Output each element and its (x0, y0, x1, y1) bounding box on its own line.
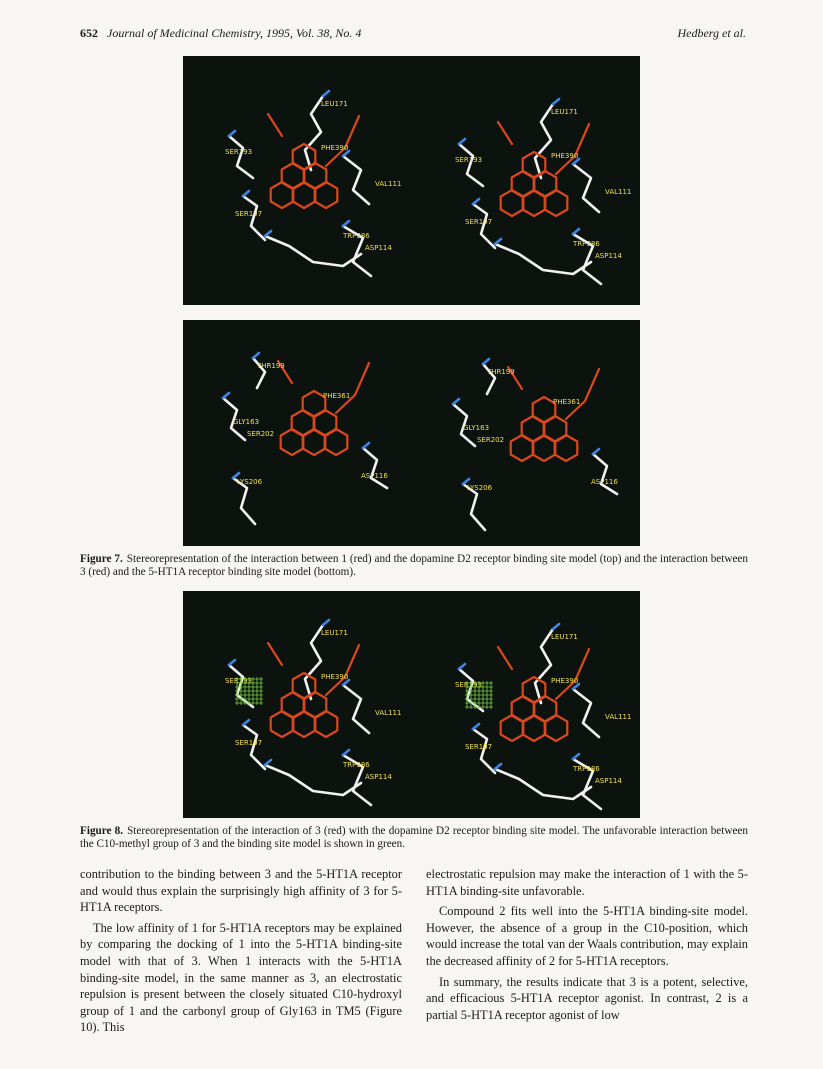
figure8-caption-text: Stereorepresentation of the interaction of 3 (red) with the dopamine D2 receptor binding site model. The unfavorable interaction between the C10-methyl group of 3 and the binding site model is shown in green. (80, 825, 748, 851)
ligand-ring (292, 410, 315, 436)
residue-label: GLY163 (463, 424, 490, 432)
residue-label: LEU171 (321, 100, 348, 108)
ligand-bond (566, 369, 599, 419)
nitrogen-bond (459, 664, 465, 669)
page-number: 652 (80, 26, 98, 40)
ligand-bond (498, 647, 512, 669)
residue-label: VAL111 (375, 180, 402, 188)
residue-label: PHE390 (551, 152, 579, 160)
nitrogen-bond (483, 359, 489, 364)
ligand-ring (293, 144, 316, 170)
residue-bond (573, 164, 599, 212)
residue-label: PHE361 (323, 392, 351, 400)
residue-label: ASP114 (595, 252, 622, 260)
residue-bond (473, 204, 495, 248)
nitrogen-bond (473, 724, 479, 729)
residue-bond (343, 156, 369, 204)
ligand-ring (544, 416, 567, 442)
residue-label: TRP386 (573, 240, 600, 248)
ligand-ring (293, 711, 316, 737)
residue-bond (265, 236, 361, 266)
ligand-ring (282, 163, 305, 189)
residue-label: ASP116 (361, 472, 388, 480)
nitrogen-bond (495, 239, 501, 244)
ligand-ring (282, 692, 305, 718)
ligand-ring (533, 397, 556, 423)
figure7-label: Figure 7. (80, 553, 123, 565)
residue-bond (243, 725, 265, 769)
residue-bond (495, 244, 591, 274)
ligand-bond (336, 363, 369, 413)
ligand-ring (304, 692, 327, 718)
nitrogen-bond (459, 139, 465, 144)
residue-label: ASP114 (365, 773, 392, 781)
nitrogen-bond (323, 91, 329, 96)
nitrogen-bond (363, 443, 369, 448)
nitrogen-bond (453, 399, 459, 404)
nitrogen-bond (265, 231, 271, 236)
residue-bond (363, 448, 387, 488)
left-column (80, 866, 402, 1040)
nitrogen-bond (573, 754, 579, 759)
residue-bond (593, 454, 617, 494)
residue-bond (473, 729, 495, 773)
nitrogen-bond (223, 393, 229, 398)
ligand-ring (293, 673, 316, 699)
ligand-ring (303, 391, 326, 417)
nitrogen-bond (553, 99, 559, 104)
paragraph: The low affinity of 1 for 5-HT1A receptors may be explained by comparing the docking of 1 into the 5-HT1A binding-site model with that of 3. When 1 interacts with the 5-HT1A binding-site model, in the same manner as 3, an electrostatic repulsion is present between the closely situated C10-hydroxyl group of 1 and the carbonyl group of Gly163 in TM5 (Figure 10). This (80, 920, 402, 1035)
nitrogen-bond (323, 620, 329, 625)
ligand-ring (281, 429, 304, 455)
ligand-ring (271, 182, 294, 208)
nitrogen-bond (243, 720, 249, 725)
nitrogen-bond (553, 624, 559, 629)
ligand-ring (315, 711, 338, 737)
ligand-bond (556, 124, 589, 174)
ligand-ring (271, 711, 294, 737)
residue-label: SER193 (455, 681, 483, 689)
ligand-bond (556, 649, 589, 699)
ligand-ring (511, 435, 534, 461)
residue-label: SER193 (455, 156, 483, 164)
residue-label: SER197 (235, 739, 263, 747)
ligand-bond (326, 645, 359, 695)
figure8-stereo-image (183, 591, 640, 818)
journal-citation: Journal of Medicinal Chemistry, 1995, Vol. 38, No. 4 (107, 26, 362, 40)
ligand-bond (268, 114, 282, 136)
ligand-ring (555, 435, 578, 461)
ligand-ring (314, 410, 337, 436)
ligand-bond (498, 122, 512, 144)
authors: Hedberg et al. (677, 26, 746, 40)
residue-label: TRP386 (573, 765, 600, 773)
residue-label: LEU171 (321, 629, 348, 637)
nitrogen-bond (495, 764, 501, 769)
residue-label: ASP116 (591, 478, 618, 486)
ligand-ring (304, 163, 327, 189)
residue-label: PHE361 (553, 398, 581, 406)
right-column (426, 866, 748, 1027)
nitrogen-bond (243, 191, 249, 196)
residue-label: PHE390 (321, 144, 349, 152)
residue-bond (229, 136, 253, 178)
figure8-caption (80, 825, 748, 852)
ligand-ring (523, 190, 546, 216)
figure8-label: Figure 8. (80, 825, 124, 837)
residue-label: ASP114 (365, 244, 392, 252)
residue-label: ASP114 (595, 777, 622, 785)
ligand-ring (523, 677, 546, 703)
residue-label: TRP386 (343, 761, 370, 769)
residue-label: LEU171 (551, 633, 578, 641)
ligand-ring (315, 182, 338, 208)
ligand-bond (268, 643, 282, 665)
residue-bond (243, 196, 265, 240)
nitrogen-bond (265, 760, 271, 765)
nitrogen-bond (229, 131, 235, 136)
residue-label: SER197 (465, 218, 493, 226)
residue-bond (343, 685, 369, 733)
paragraph: contribution to the binding between 3 and the 5-HT1A receptor and would thus explain the surprisingly high affinity of 3 for 5-HT1A receptors. (80, 867, 402, 915)
paragraph: Compound 2 fits well into the 5-HT1A binding-site model. However, the absence of a group in the C10-position, which would increase the total van der Waals contribution, may explain the decreased affinity of 2 for 5-HT1A receptors. (426, 904, 748, 968)
residue-label: SER202 (247, 430, 275, 438)
paragraph: In summary, the results indicate that 3 is a potent, selective, and efficacious 5-HT1A receptor agonist. In contrast, 2 is a partial 5-HT1A receptor agonist of low (426, 974, 748, 1022)
residue-label: THR199 (487, 368, 515, 376)
figure7-top-stereo-image (183, 56, 640, 305)
ligand-ring (512, 696, 535, 722)
residue-bond (495, 769, 591, 799)
body-text (80, 866, 748, 1066)
ligand-ring (545, 190, 568, 216)
paragraph: electrostatic repulsion may make the interaction of 1 with the 5-HT1A binding-site unfavorable. (426, 867, 748, 898)
ligand-ring (512, 171, 535, 197)
nitrogen-bond (253, 353, 259, 358)
residue-label: PHE390 (321, 673, 349, 681)
running-header (80, 25, 746, 41)
residue-label: LYS206 (467, 484, 493, 492)
ligand-ring (545, 715, 568, 741)
residue-label: TRP386 (343, 232, 370, 240)
residue-label: LEU171 (551, 108, 578, 116)
nitrogen-bond (343, 221, 349, 226)
ligand-ring (303, 429, 326, 455)
residue-label: SER193 (225, 677, 253, 685)
figure7-caption-text: Stereorepresentation of the interaction between 1 (red) and the dopamine D2 receptor binding site model (top) and the interaction between 3 (red) and the 5-HT1A receptor binding site model (bottom). (80, 553, 748, 579)
residue-label: PHE390 (551, 677, 579, 685)
residue-bond (459, 144, 483, 186)
nitrogen-bond (343, 750, 349, 755)
residue-label: VAL111 (375, 709, 402, 717)
ligand-ring (522, 416, 545, 442)
ligand-ring (523, 152, 546, 178)
ligand-ring (533, 435, 556, 461)
ligand-ring (523, 715, 546, 741)
residue-label: VAL111 (605, 188, 632, 196)
residue-label: LYS206 (237, 478, 263, 486)
ligand-ring (534, 696, 557, 722)
nitrogen-bond (573, 229, 579, 234)
figure7-caption (80, 553, 748, 580)
residue-label: SER197 (235, 210, 263, 218)
residue-bond (265, 765, 361, 795)
ligand-ring (501, 190, 524, 216)
nitrogen-bond (473, 199, 479, 204)
ligand-ring (325, 429, 348, 455)
residue-bond (573, 689, 599, 737)
residue-label: THR199 (257, 362, 285, 370)
residue-label: SER193 (225, 148, 253, 156)
residue-label: SER202 (477, 436, 505, 444)
nitrogen-bond (229, 660, 235, 665)
ligand-ring (501, 715, 524, 741)
ligand-bond (326, 116, 359, 166)
residue-label: SER197 (465, 743, 493, 751)
nitrogen-bond (593, 449, 599, 454)
residue-label: GLY163 (233, 418, 260, 426)
ligand-ring (293, 182, 316, 208)
residue-label: VAL111 (605, 713, 632, 721)
ligand-ring (534, 171, 557, 197)
figure7-bottom-stereo-image (183, 320, 640, 546)
